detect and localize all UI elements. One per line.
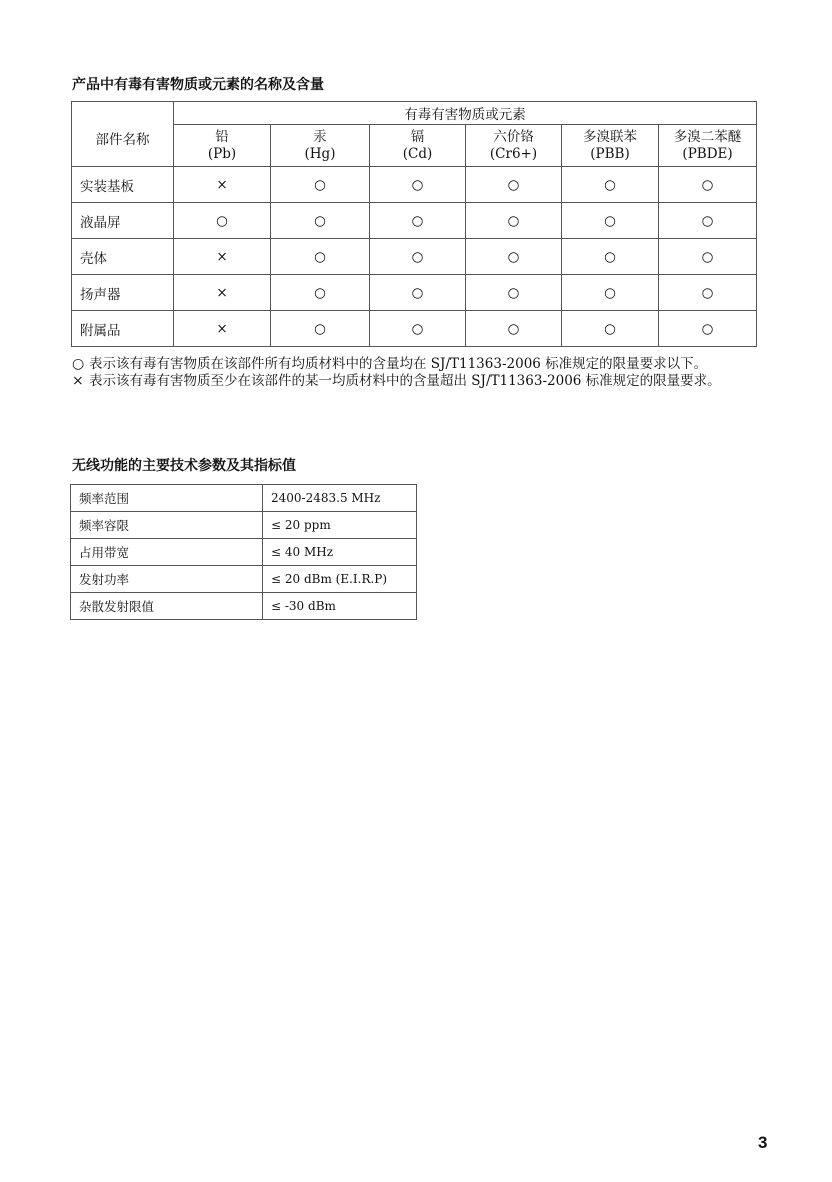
page-number: 3 [758, 1133, 768, 1152]
substance-mark-cell: ○ [370, 203, 466, 239]
element-symbol: (Hg) [304, 145, 336, 162]
hazardous-substances-table [71, 101, 757, 347]
element-symbol: (PBDE) [682, 145, 733, 162]
spec-label: 频率范围 [71, 485, 263, 512]
table-row [72, 167, 757, 203]
substance-mark-cell: ○ [370, 239, 466, 275]
substance-mark-cell: ○ [271, 167, 370, 203]
substance-mark-cell: ○ [466, 311, 562, 347]
spec-label: 发射功率 [71, 566, 263, 593]
table-row [72, 239, 757, 275]
substance-mark-cell: ○ [174, 203, 271, 239]
substance-mark-cell: ○ [271, 275, 370, 311]
substance-mark-cell: ○ [271, 203, 370, 239]
table-row [71, 512, 417, 539]
spec-value: ≤ 40 MHz [263, 539, 417, 566]
substances-group-header: 有毒有害物质或元素 [174, 102, 757, 125]
substance-mark-cell: ○ [370, 275, 466, 311]
substance-mark-cell: × [174, 239, 271, 275]
circle-icon: ○ [72, 356, 85, 372]
substance-mark-cell: ○ [562, 311, 659, 347]
element-symbol: (Cd) [402, 145, 433, 162]
element-header [370, 125, 466, 167]
substance-mark-cell: ○ [370, 311, 466, 347]
substance-mark-cell: ○ [466, 275, 562, 311]
part-name-cell: 附属品 [72, 311, 174, 347]
element-symbol: (PBB) [590, 145, 630, 162]
element-name: 铅 [215, 128, 229, 145]
table-row [71, 539, 417, 566]
substance-mark-cell: ○ [466, 167, 562, 203]
element-header [466, 125, 562, 167]
substance-mark-cell: × [174, 311, 271, 347]
cross-icon: × [72, 373, 84, 389]
substance-mark-cell: ○ [271, 311, 370, 347]
substance-mark-cell: ○ [370, 167, 466, 203]
element-header [562, 125, 659, 167]
table-row [71, 485, 417, 512]
part-name-cell: 扬声器 [72, 275, 174, 311]
substance-mark-cell: ○ [466, 239, 562, 275]
spec-label: 占用带宽 [71, 539, 263, 566]
part-name-cell: 壳体 [72, 239, 174, 275]
element-name: 六价铬 [493, 128, 534, 145]
table-row [71, 593, 417, 620]
element-name: 汞 [313, 128, 327, 145]
table-notes [72, 356, 762, 390]
table-row [72, 203, 757, 239]
table-row [72, 311, 757, 347]
substance-mark-cell: ○ [659, 239, 757, 275]
substance-mark-cell: ○ [562, 239, 659, 275]
section-title-hazardous-substances: 产品中有毒有害物质或元素的名称及含量 [72, 77, 324, 93]
spec-value: ≤ 20 dBm (E.I.R.P) [263, 566, 417, 593]
spec-label: 频率容限 [71, 512, 263, 539]
element-header [271, 125, 370, 167]
element-name: 多溴联苯 [583, 128, 637, 145]
substance-mark-cell: ○ [659, 311, 757, 347]
table-row [71, 566, 417, 593]
element-name: 镉 [410, 128, 425, 145]
table-row [72, 275, 757, 311]
element-symbol: (Cr6+) [489, 145, 538, 162]
section-title-wireless-specs: 无线功能的主要技术参数及其指标值 [72, 458, 296, 474]
element-header [174, 125, 271, 167]
substance-mark-cell: ○ [562, 275, 659, 311]
element-name: 多溴二苯醚 [673, 128, 742, 145]
note-text: 表示该有毒有害物质至少在该部件的某一均质材料中的含量超出 SJ/T11363-2006 标准规定的限量要求。 [89, 373, 721, 389]
spec-value: 2400-2483.5 MHz [263, 485, 417, 512]
spec-value: ≤ 20 ppm [263, 512, 417, 539]
note-circle [72, 356, 762, 373]
substance-mark-cell: ○ [659, 275, 757, 311]
element-symbol: (Pb) [207, 145, 237, 162]
wireless-spec-table [70, 484, 417, 620]
substance-mark-cell: ○ [466, 203, 562, 239]
element-header [659, 125, 757, 167]
note-cross [72, 373, 762, 390]
substance-mark-cell: ○ [659, 203, 757, 239]
substance-mark-cell: ○ [271, 239, 370, 275]
substance-mark-cell: ○ [562, 167, 659, 203]
note-text: 表示该有毒有害物质在该部件所有均质材料中的含量均在 SJ/T11363-2006 标准规定的限量要求以下。 [89, 356, 708, 372]
spec-value: ≤ -30 dBm [263, 593, 417, 620]
substance-mark-cell: × [174, 167, 271, 203]
part-name-header: 部件名称 [72, 102, 174, 167]
substance-mark-cell: × [174, 275, 271, 311]
part-name-cell: 液晶屏 [72, 203, 174, 239]
part-name-cell: 实装基板 [72, 167, 174, 203]
spec-label: 杂散发射限值 [71, 593, 263, 620]
substance-mark-cell: ○ [562, 203, 659, 239]
substance-mark-cell: ○ [659, 167, 757, 203]
